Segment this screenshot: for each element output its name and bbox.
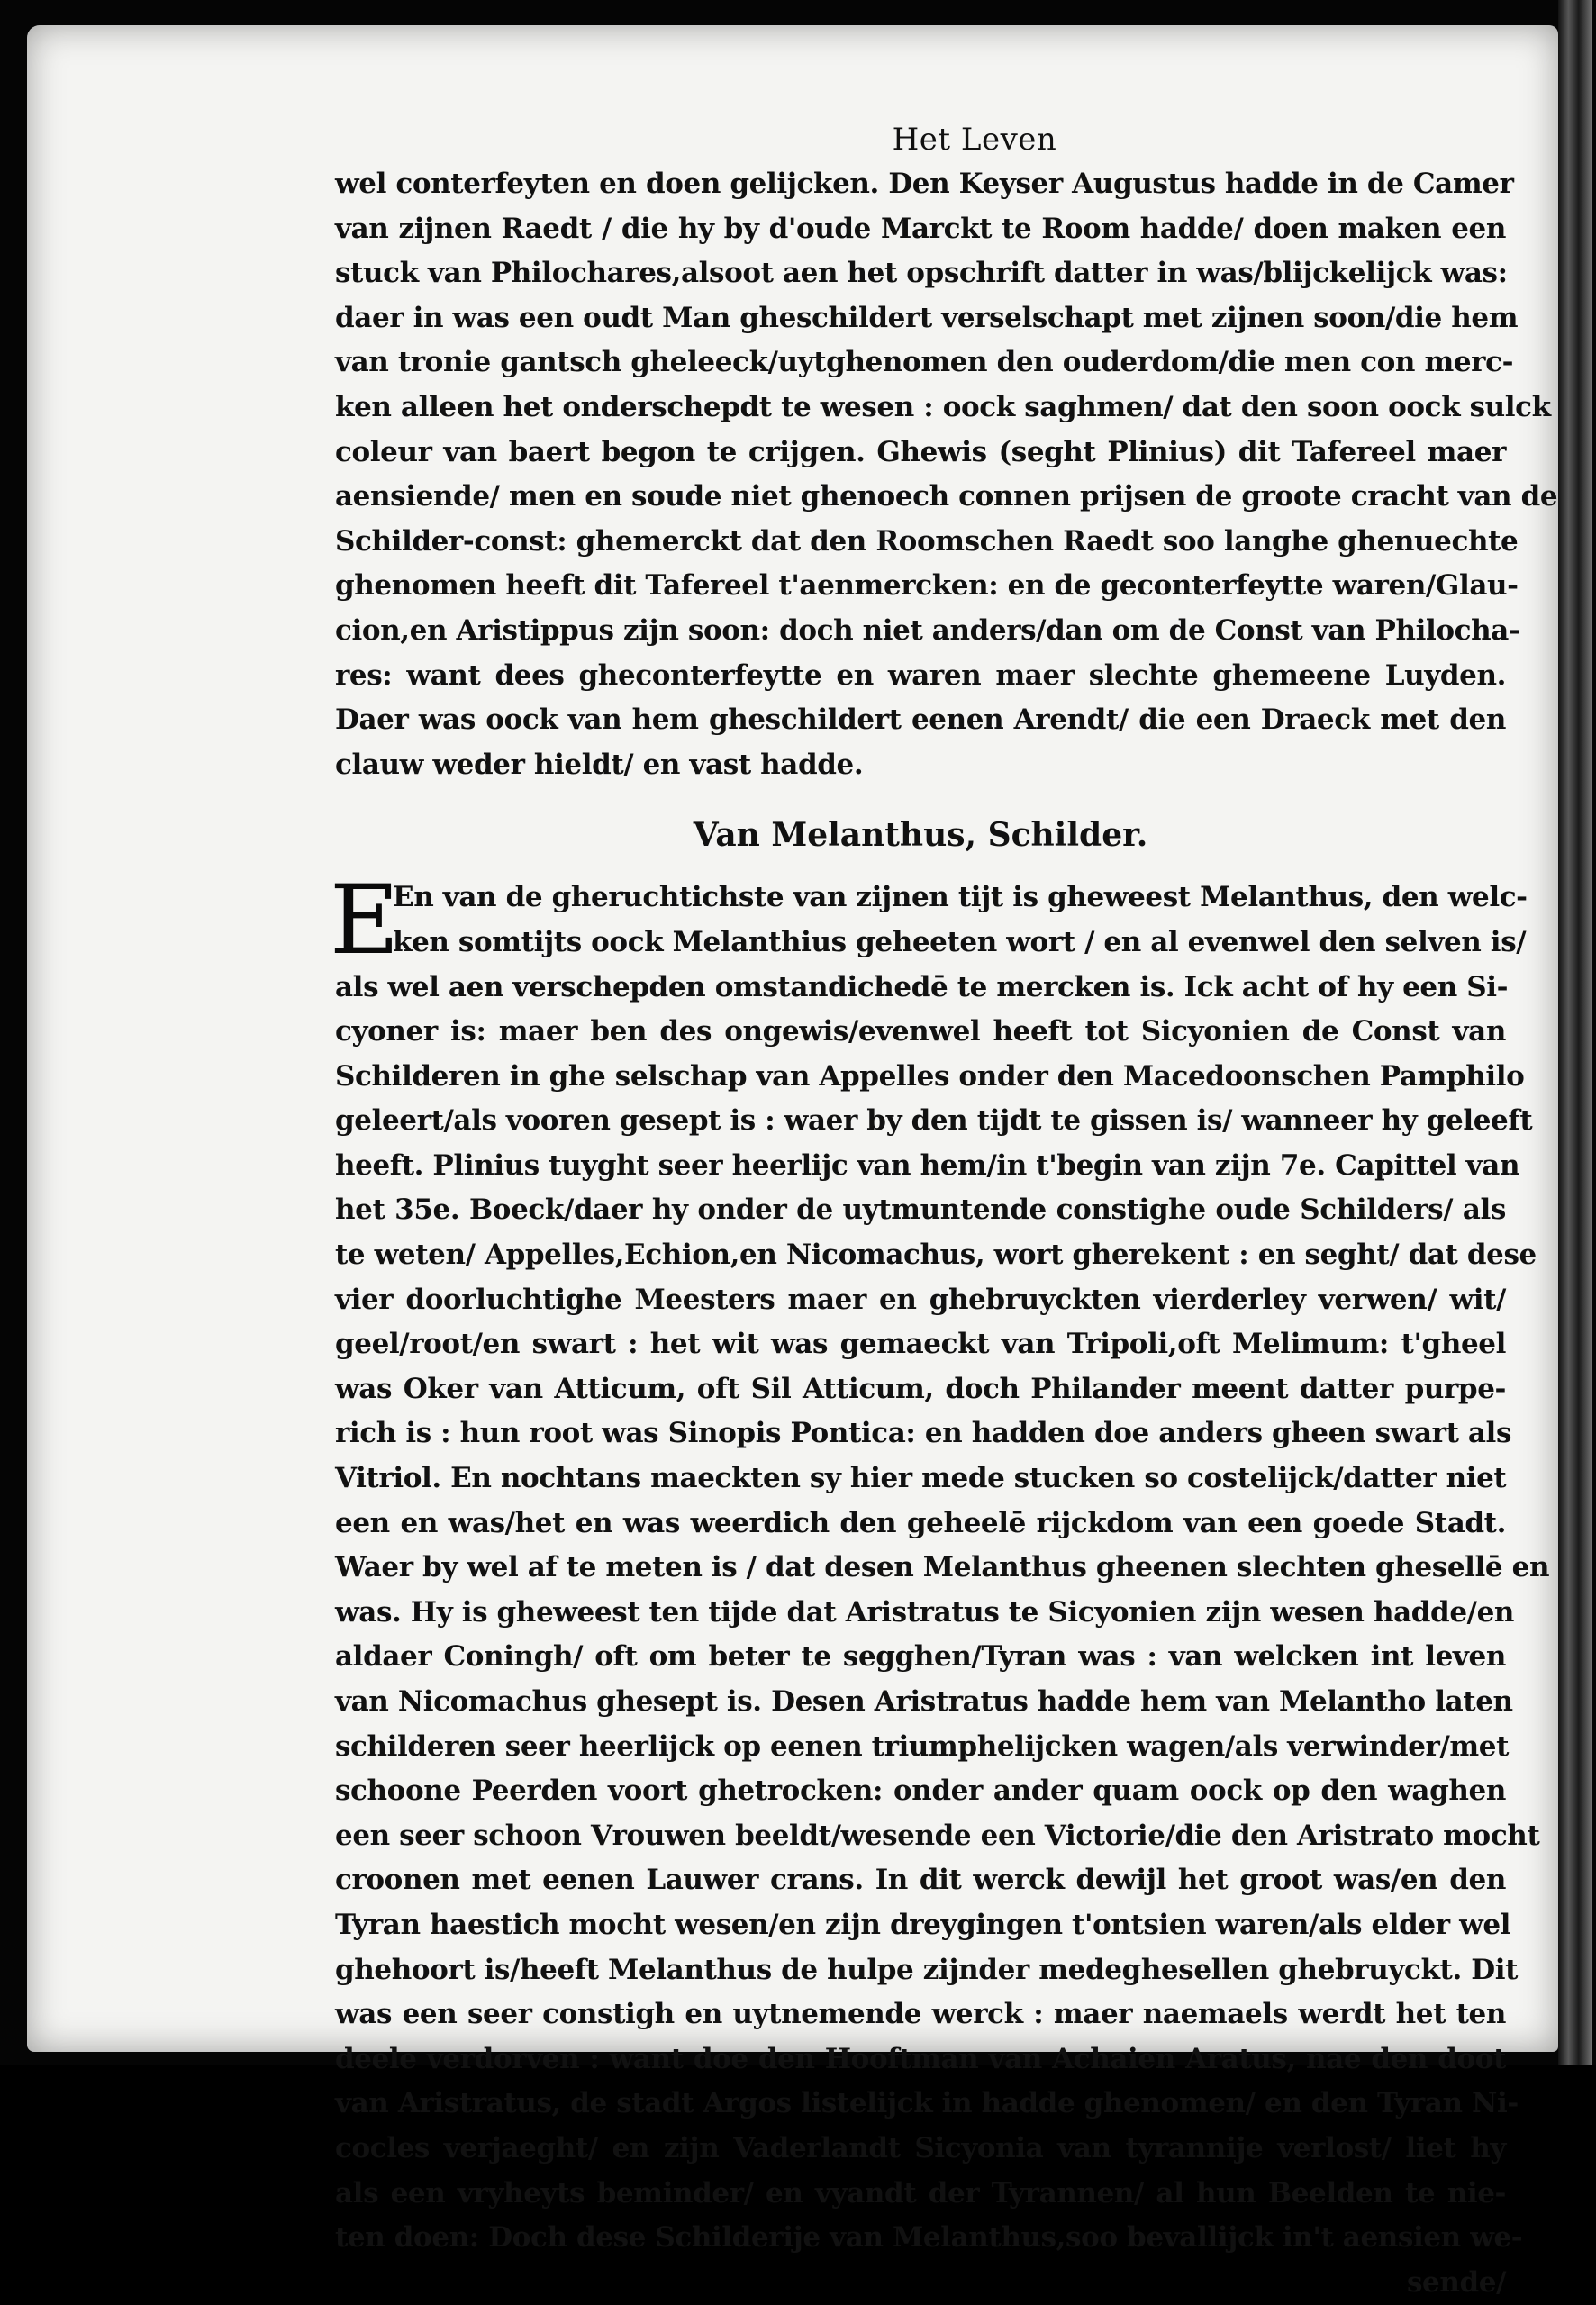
text-line: Tyran haestich mocht wesen/en zijn dreygingen t'ontsien waren/als elder wel [335, 1908, 1511, 1941]
text-line: Daer was oock van hem gheschildert eenen Arendt/ die een Draeck met den [335, 703, 1506, 737]
text-line: geleert/als vooren gesept is : waer by den tijdt te gissen is/ wanneer hy geleeft [335, 1104, 1533, 1138]
text-block [330, 117, 1558, 2305]
text-line: was Oker van Atticum, oft Sil Atticum, doch Philander meent datter purpe- [335, 1372, 1506, 1405]
paragraph-2 [330, 865, 1550, 2305]
text-line: als een vryheyts beminder/ en vyandt der Tyrannen/ al hun Beelden te nie- [335, 2176, 1506, 2210]
text-line: wel conterfeyten en doen gelijcken. Den Keyser Augustus hadde in de Camer [335, 168, 1514, 200]
text-line: Vitriol. En nochtans maeckten sy hier mede stucken so costelijck/datter niet [335, 1462, 1507, 1495]
text-line: het 35e. Boeck/daer hy onder de uytmuntende constighe oude Schilders/ als [335, 1193, 1506, 1227]
text-line: res: want dees gheconterfeytte en waren maer slechte ghemeene Luyden. [335, 658, 1506, 692]
text-line: Waer by wel af te meten is / dat desen Melanthus gheenen slechten ghesellē en [335, 1551, 1550, 1584]
text-line: ghenomen heeft dit Tafereel t'aenmercken: en de geconterfeytte waren/Glau- [335, 569, 1519, 603]
text-line: daer in was een oudt Man gheschildert verselschapt met zijnen soon/die hem [335, 301, 1519, 334]
text-line: croonen met eenen Lauwer crans. In dit werck dewijl het groot was/en den [335, 1864, 1506, 1897]
text-line: van tronie gantsch gheleeck/uytghenomen den ouderdom/die men con merc- [335, 346, 1514, 379]
text-line: vier doorluchtighe Meesters maer en ghebruyckten vierderley verwen/ wit/ [335, 1283, 1506, 1316]
text-line: aensiende/ men en soude niet ghenoech connen prijsen de groote cracht van de [335, 480, 1558, 513]
text-line: stuck van Philochares,alsoot aen het opschrift datter in was/blijckelijck was: [335, 257, 1508, 290]
text-line: clauw weder hieldt/ en vast hadde. [335, 748, 864, 781]
page-edge [1558, 0, 1592, 2065]
text-line: cocles verjaeght/ en zijn Vaderlandt Sicyonia van tyrannije verlost/ liet hy [335, 2131, 1506, 2164]
text-line: was. Hy is gheweest ten tijde dat Aristratus te Sicyonien zijn wesen hadde/en [335, 1595, 1515, 1629]
text-line: een en was/het en was weerdich den geheelē rijckdom van een goede Stadt. [335, 1506, 1506, 1539]
drop-cap: E [330, 865, 400, 976]
text-line: Schilderen in ghe selschap van Appelles onder den Macedoonschen Pamphilo [335, 1059, 1525, 1093]
text-line: heeft. Plinius tuyght seer heerlijc van hem/in t'begin van zijn 7e. Capittel van [335, 1148, 1520, 1182]
text-line: van Nicomachus ghesept is. Desen Aristratus hadde hem van Melantho laten [335, 1685, 1513, 1718]
text-line: ken alleen het onderschepdt te wesen : oock saghmen/ dat den soon oock sulck [335, 390, 1551, 423]
text-line: ken somtijts oock Melanthius geheeten wort / en al evenwel den selven is/ [393, 925, 1527, 958]
text-line: cyoner is: maer ben des ongewis/evenwel heeft tot Sicyonien de Const van [335, 1015, 1506, 1048]
text-line: cion,en Aristippus zijn soon: doch niet anders/dan om de Const van Philocha- [335, 613, 1520, 647]
text-line: te weten/ Appelles,Echion,en Nicomachus, wort gherekent : en seght/ dat dese [335, 1239, 1537, 1272]
text-line: van Aristratus, de stadt Argos listelijck in hadde ghenomen/ en den Tyran Ni- [335, 2087, 1519, 2120]
text-line: deele verdorven : want doe den Hooftman van Achaien Aratus, nae den doot [335, 2042, 1506, 2075]
paragraph-1 [335, 162, 1558, 787]
text-line: En van de gheruchtichste van zijnen tijt is gheweest Melanthus, den welc- [393, 881, 1528, 914]
text-line: aldaer Coningh/ oft om beter te segghen/Tyran was : van welcken int leven [335, 1640, 1506, 1674]
text-line: van zijnen Raedt / die hy by d'oude Marckt te Room hadde/ doen maken een [335, 212, 1506, 245]
catchword: sende/ [1406, 2265, 1506, 2299]
text-line: schoone Peerden voort ghetrocken: onder ander quam oock op den waghen [335, 1774, 1506, 1808]
running-head: Het Leven [892, 122, 1057, 158]
text-line: schilderen seer heerlijck op eenen triumphelijcken wagen/als verwinder/met [335, 1729, 1510, 1763]
text-line: Schilder-const: ghemerckt dat den Roomschen Raedt soo langhe ghenuechte [335, 524, 1519, 558]
text-line: geel/root/en swart : het wit was gemaeckt van Tripoli,oft Melimum: t'gheel [335, 1328, 1506, 1361]
text-line: rich is : hun root was Sinopis Pontica: en hadden doe anders gheen swart als [335, 1417, 1511, 1450]
text-line: ghehoort is/heeft Melanthus de hulpe zijnder medeghesellen ghebruyckt. Dit [335, 1953, 1519, 1986]
text-line: ten doen: Doch dese Schilderije van Melanthus,soo bevallijck in't aensien we- [335, 2221, 1523, 2255]
text-line: een seer schoon Vrouwen beeldt/wesende een Victorie/die den Aristrato mocht [335, 1819, 1540, 1852]
text-line: coleur van baert begon te crijgen. Ghewis (seght Plinius) dit Tafereel maer [335, 435, 1506, 468]
section-heading: Van Melanthus, Schilder. [693, 816, 1148, 855]
text-line: was een seer constigh en uytnemende werck : maer naemaels werdt het ten [335, 1998, 1506, 2031]
text-line: als wel aen verschepden omstandichedē te mercken is. Ick acht of hy een Si- [335, 970, 1509, 1003]
